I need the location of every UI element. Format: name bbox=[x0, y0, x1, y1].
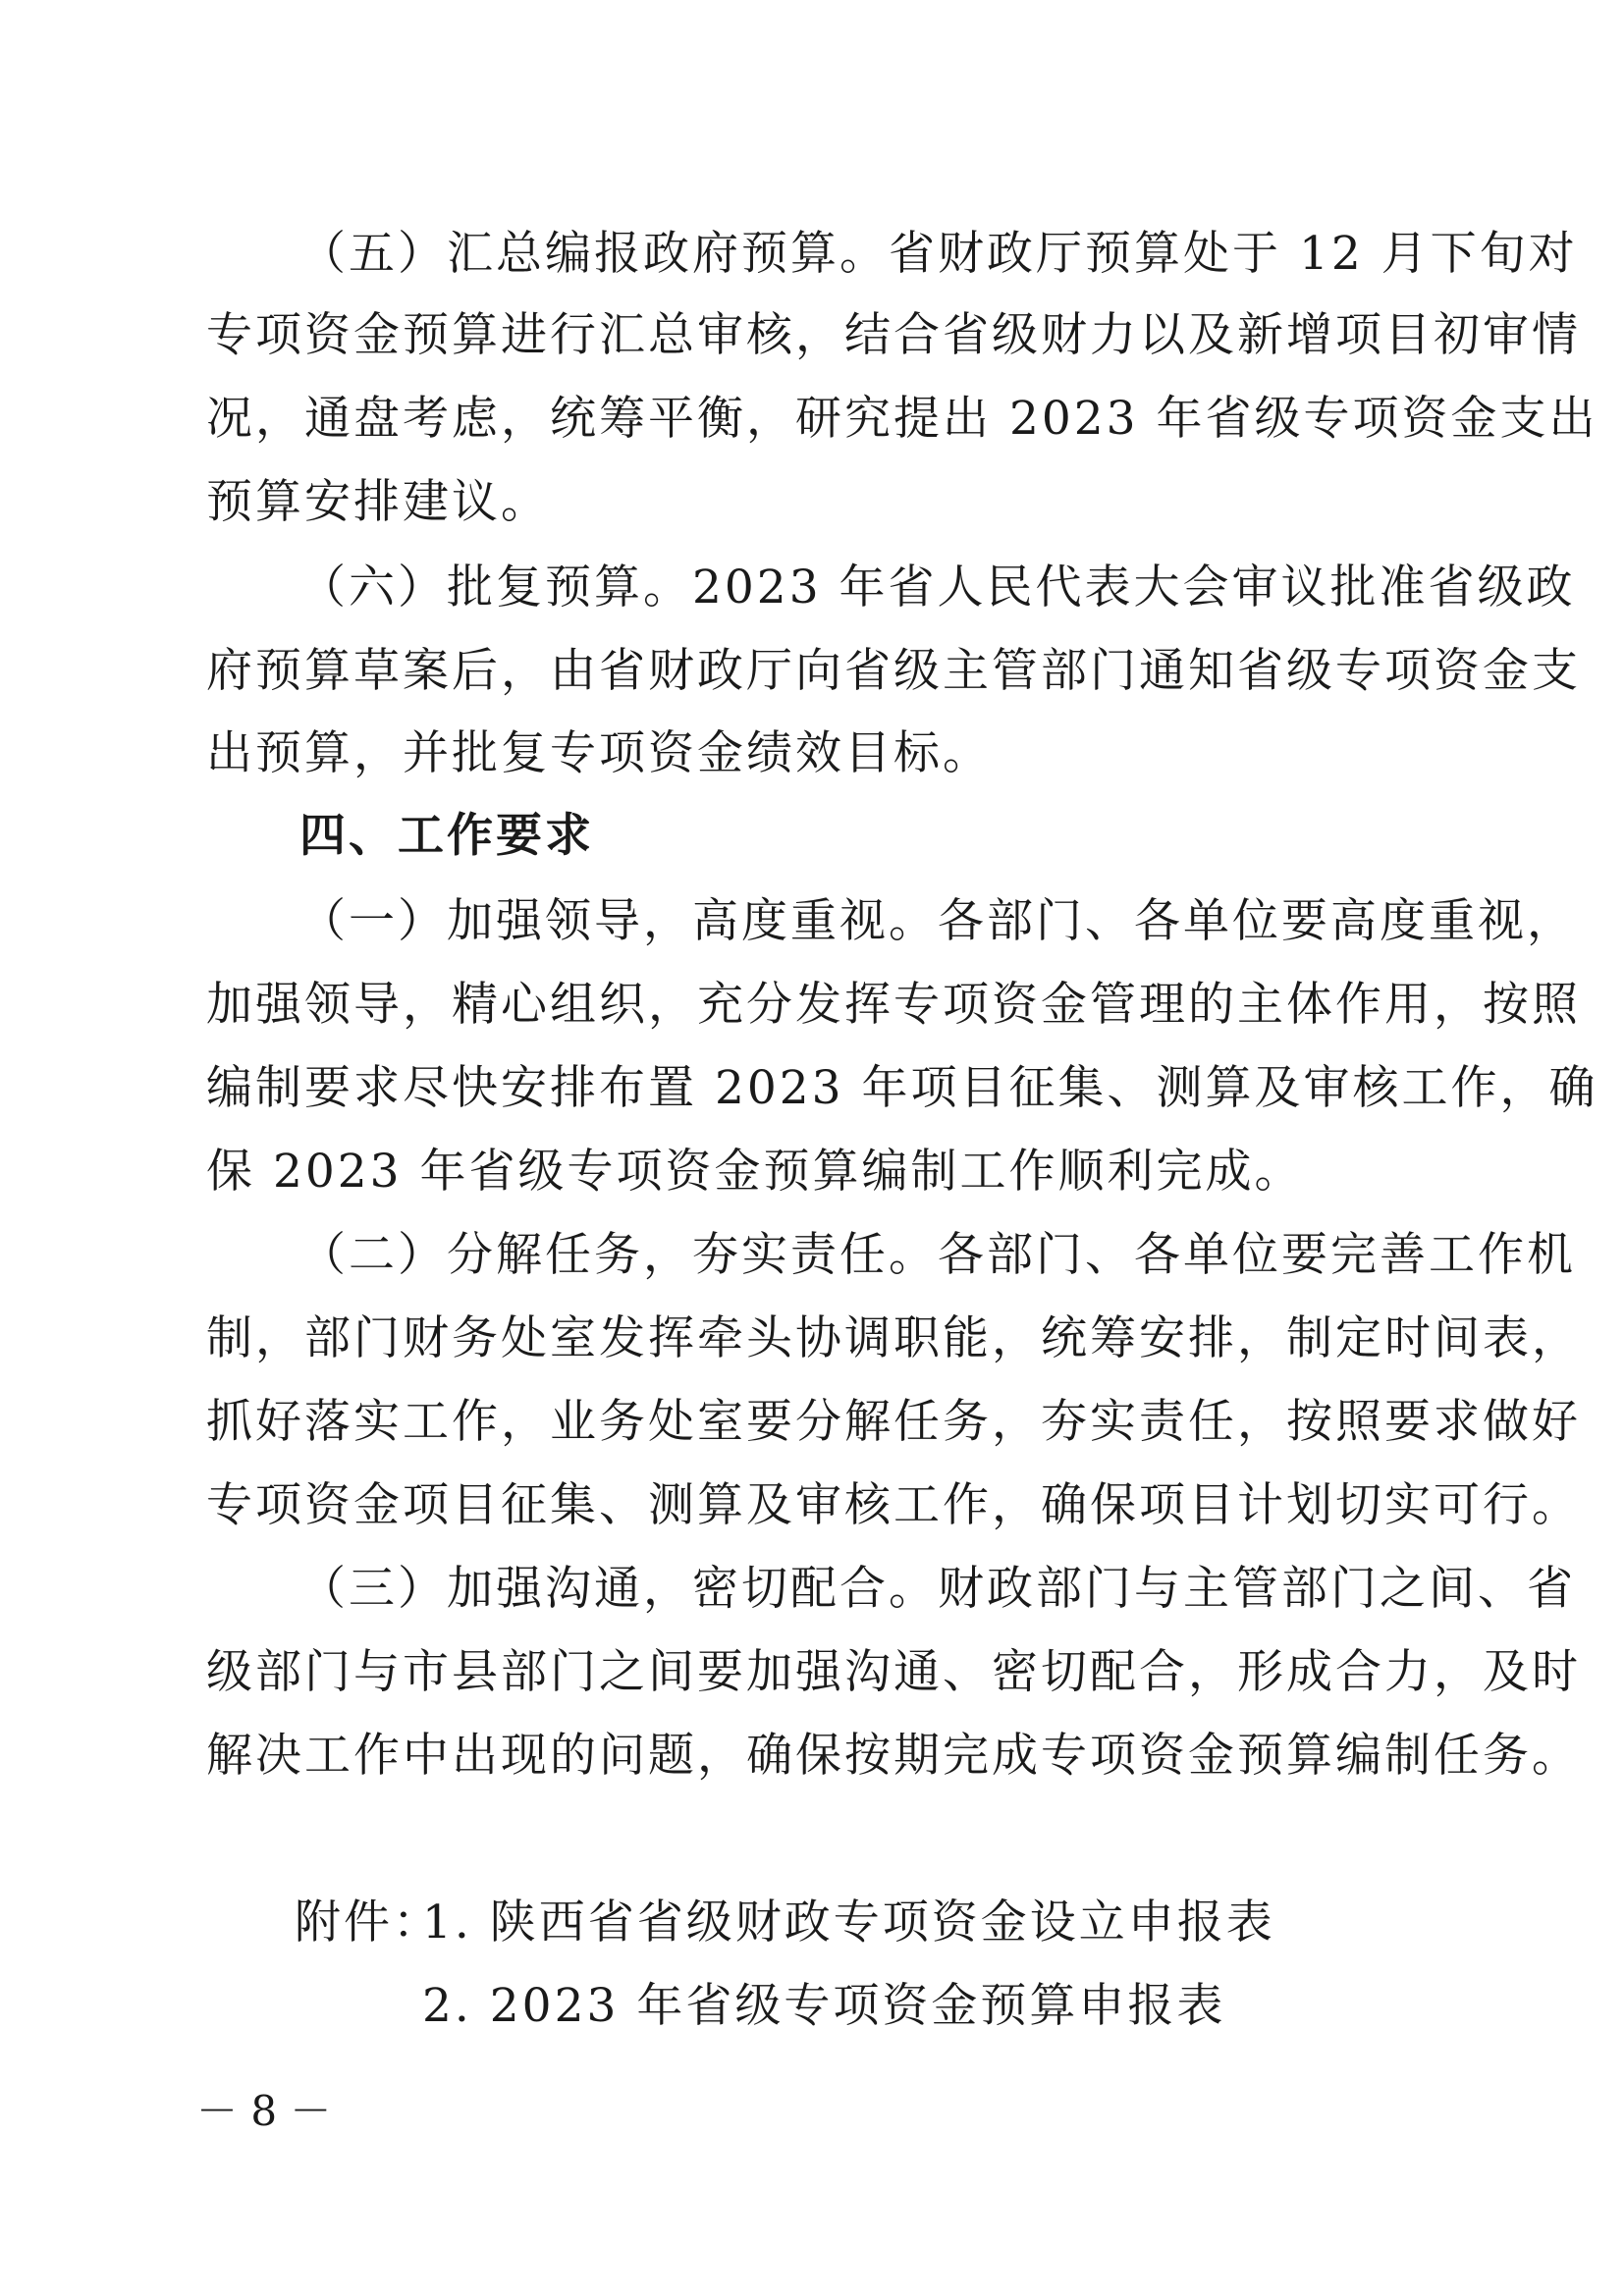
req3-line2: 级部门与市县部门之间要加强沟通、密切配合，形成合力，及时 bbox=[206, 1645, 1581, 1699]
attachment-item-1: 1. 陕西省省级财政专项资金设立申报表 bbox=[422, 1896, 1275, 1949]
req2-lead: （二）分解任务，夯实责任。 bbox=[299, 1228, 938, 1282]
para5-line4: 预算安排建议。 bbox=[206, 475, 550, 529]
para5-line1-text: 省财政厅预算处于 12 月下旬对 bbox=[889, 227, 1578, 281]
req2-line3: 抓好落实工作，业务处室要分解任务，夯实责任，按照要求做好 bbox=[206, 1395, 1581, 1449]
para6-lead: （六）批复预算。 bbox=[299, 561, 692, 614]
attachments-label: 附件： bbox=[295, 1896, 442, 1949]
para6-line1 bbox=[299, 561, 1576, 614]
req1-line2: 加强领导，精心组织，充分发挥专项资金管理的主体作用，按照 bbox=[206, 978, 1581, 1032]
req3-line3: 解决工作中出现的问题，确保按期完成专项资金预算编制任务。 bbox=[206, 1729, 1581, 1783]
req1-line1-text: 各部门、各单位要高度重视， bbox=[938, 894, 1576, 948]
para6-line1-text: 2023 年省人民代表大会审议批准省级政 bbox=[692, 561, 1576, 614]
para5-lead: （五）汇总编报政府预算。 bbox=[299, 227, 889, 281]
req2-line4: 专项资金项目征集、测算及审核工作，确保项目计划切实可行。 bbox=[206, 1478, 1581, 1532]
req2-line2: 制，部门财务处室发挥牵头协调职能，统筹安排，制定时间表， bbox=[206, 1311, 1581, 1365]
req1-line4: 保 2023 年省级专项资金预算编制工作顺利完成。 bbox=[206, 1145, 1304, 1199]
req2-line1-text: 各部门、各单位要完善工作机 bbox=[938, 1228, 1576, 1282]
req3-lead: （三）加强沟通，密切配合。 bbox=[299, 1562, 938, 1616]
req3-line1 bbox=[299, 1562, 1576, 1616]
req1-line1 bbox=[299, 894, 1576, 948]
req2-line1 bbox=[299, 1228, 1576, 1282]
section-heading: 四、工作要求 bbox=[299, 809, 594, 863]
req1-lead: （一）加强领导，高度重视。 bbox=[299, 894, 938, 948]
para5-line3: 况，通盘考虑，统筹平衡，研究提出 2023 年省级专项资金支出 bbox=[206, 392, 1598, 446]
para5-line1 bbox=[299, 227, 1578, 281]
req1-line3: 编制要求尽快安排布置 2023 年项目征集、测算及审核工作，确 bbox=[206, 1061, 1598, 1115]
para5-line2: 专项资金预算进行汇总审核，结合省级财力以及新增项目初审情 bbox=[206, 308, 1581, 362]
attachment-item-2: 2. 2023 年省级专项资金预算申报表 bbox=[422, 1979, 1226, 2033]
para6-line3: 出预算，并批复专项资金绩效目标。 bbox=[206, 726, 992, 780]
para6-line2: 府预算草案后，由省财政厅向省级主管部门通知省级专项资金支 bbox=[206, 644, 1581, 698]
req3-line1-text: 财政部门与主管部门之间、省 bbox=[938, 1562, 1576, 1616]
page-number: － 8 － bbox=[196, 2087, 332, 2135]
